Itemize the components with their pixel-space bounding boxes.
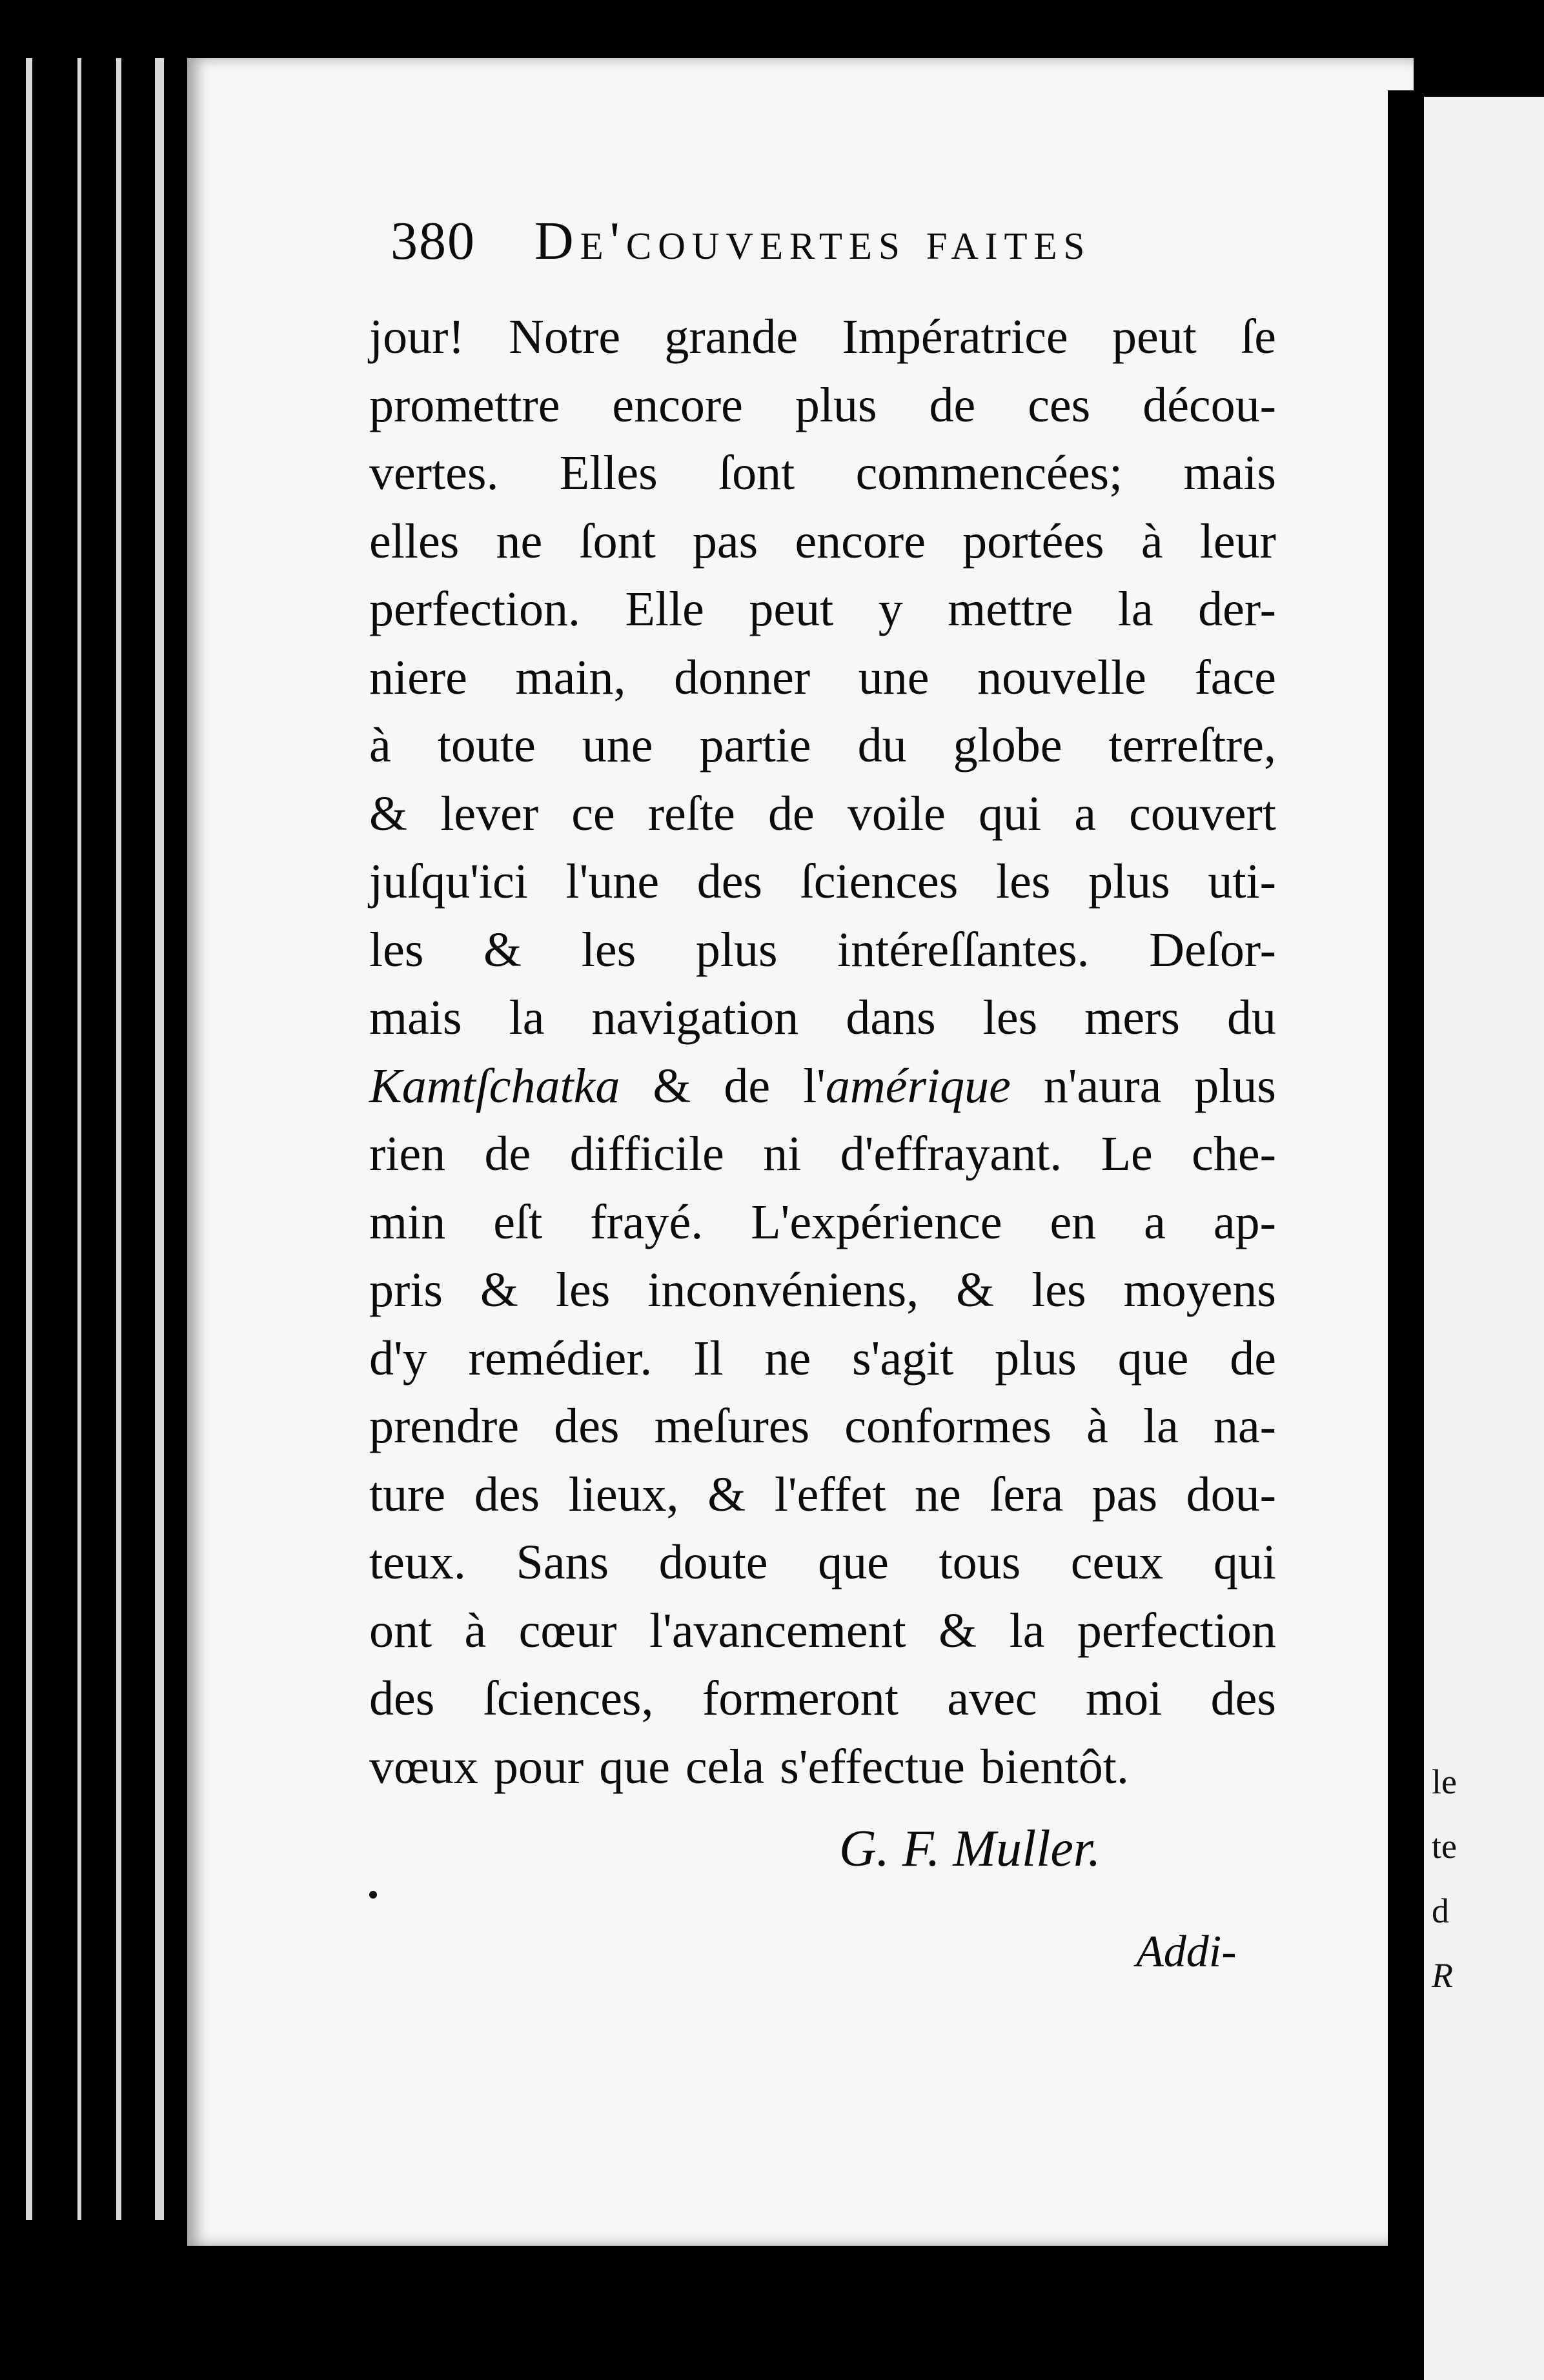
word: perfection. — [369, 582, 581, 636]
word: ſe — [1241, 310, 1276, 364]
word: & — [653, 1058, 691, 1113]
word: à — [464, 1603, 487, 1658]
word: frayé. — [590, 1195, 704, 1249]
word: Sans — [516, 1535, 609, 1589]
word: & — [707, 1467, 746, 1522]
text-line — [369, 984, 1276, 1053]
text-line — [369, 1120, 1276, 1189]
word: plus — [995, 1331, 1077, 1386]
page-layer — [77, 58, 81, 2220]
word: que — [1117, 1331, 1189, 1386]
word: qui — [978, 786, 1042, 841]
word: n'aura — [1043, 1058, 1162, 1113]
word: des — [554, 1399, 620, 1453]
word: ſera — [990, 1467, 1064, 1522]
word: navigation — [591, 991, 799, 1045]
page-number: 380 — [391, 211, 476, 271]
word: de — [768, 786, 815, 841]
text-line — [369, 916, 1276, 985]
text-line — [369, 576, 1276, 644]
word: que — [599, 1739, 670, 1794]
text-line — [369, 1597, 1276, 1666]
word: mais — [1183, 446, 1276, 500]
word: ſciences — [800, 854, 959, 909]
word: s'agit — [852, 1331, 954, 1386]
word: elles — [369, 514, 460, 569]
text-line — [369, 1189, 1276, 1257]
word: main, — [515, 650, 626, 705]
word: ne — [764, 1331, 811, 1386]
word: des — [1210, 1671, 1276, 1726]
word: grande — [664, 310, 798, 364]
word: Elle — [625, 582, 704, 636]
word: peut — [749, 582, 834, 636]
word: bientôt. — [980, 1739, 1129, 1794]
word: eſt — [493, 1195, 543, 1249]
word: avec — [947, 1671, 1037, 1726]
word: promettre — [369, 378, 560, 432]
signature: G. F. Muller. — [839, 1820, 1101, 1877]
word: formeront — [702, 1671, 899, 1726]
text-line — [369, 372, 1276, 440]
word: encore — [612, 378, 743, 432]
word: de — [1230, 1331, 1276, 1386]
word: Il — [693, 1331, 724, 1386]
page-header — [391, 210, 1091, 272]
word: doute — [658, 1535, 768, 1589]
text-line — [369, 1461, 1276, 1529]
word: & — [939, 1603, 977, 1658]
word: L'expérience — [751, 1195, 1002, 1249]
word: moyens — [1123, 1263, 1276, 1317]
word: reſte — [647, 786, 735, 841]
word: des — [696, 854, 762, 909]
word: décou- — [1143, 378, 1276, 432]
word: ceux — [1070, 1535, 1164, 1589]
text-line — [369, 303, 1276, 372]
word: min — [369, 1195, 446, 1249]
word: ces — [1028, 378, 1091, 432]
word: globe — [953, 718, 1062, 772]
text-line — [369, 1665, 1276, 1733]
word: mais — [369, 991, 462, 1045]
word: mettre — [948, 582, 1073, 636]
word: prendre — [369, 1399, 520, 1453]
word: encore — [795, 514, 926, 569]
word: la — [1143, 1399, 1179, 1453]
word: les — [369, 922, 424, 977]
word: l'effet — [774, 1467, 886, 1522]
word: Impératrice — [842, 310, 1068, 364]
word: vertes. — [369, 446, 499, 500]
word: & — [483, 922, 522, 977]
text-line — [369, 712, 1276, 780]
word: du — [857, 718, 907, 772]
word: voile — [847, 786, 946, 841]
word: donner — [674, 650, 811, 705]
word: niere — [369, 650, 467, 705]
word: plus — [1194, 1058, 1276, 1113]
word: la — [1117, 582, 1153, 636]
word: portées — [962, 514, 1104, 569]
word: cela — [685, 1739, 765, 1794]
word: intéreſſantes. — [837, 922, 1090, 977]
word: Le — [1101, 1127, 1153, 1181]
word: face — [1194, 650, 1276, 705]
book-gutter — [1388, 90, 1424, 2310]
running-title: De'couvertes faites — [534, 211, 1092, 271]
word: partie — [699, 718, 811, 772]
word: de — [484, 1127, 531, 1181]
word: l'une — [565, 854, 660, 909]
word: des — [474, 1467, 540, 1522]
word: plus — [795, 378, 877, 432]
word: remédier. — [468, 1331, 653, 1386]
text-line — [369, 1529, 1276, 1597]
word: à — [369, 718, 391, 772]
word: terreſtre, — [1108, 718, 1276, 772]
word: pour — [493, 1739, 584, 1794]
catchword: Addi- — [1136, 1927, 1237, 1977]
word: nouvelle — [977, 650, 1146, 705]
word: Deſor- — [1149, 922, 1276, 977]
text-line — [369, 780, 1276, 849]
next-page-fragment: d — [1432, 1891, 1449, 1930]
word: difficile — [569, 1127, 724, 1181]
word: la — [1009, 1603, 1045, 1658]
word: tous — [939, 1535, 1021, 1589]
word: commencées; — [855, 446, 1123, 500]
word: s'effectue — [780, 1739, 965, 1794]
word: rien — [369, 1127, 446, 1181]
word: lever — [440, 786, 539, 841]
word: d'effrayant. — [840, 1127, 1062, 1181]
word: der- — [1198, 582, 1276, 636]
text-line — [369, 1053, 1276, 1121]
word: que — [818, 1535, 889, 1589]
ink-speck — [369, 1891, 377, 1899]
word: les — [996, 854, 1051, 909]
word: en — [1050, 1195, 1097, 1249]
word: conformes — [844, 1399, 1052, 1453]
word: lieux, — [568, 1467, 679, 1522]
word: Elles — [559, 446, 658, 500]
text-line — [369, 848, 1276, 916]
word: du — [1226, 991, 1276, 1045]
word: ap- — [1213, 1195, 1276, 1249]
word: les — [555, 1263, 611, 1317]
word: che- — [1192, 1127, 1276, 1181]
word: plus — [695, 922, 778, 977]
word: de — [724, 1058, 771, 1113]
word: ſciences, — [483, 1671, 654, 1726]
text-line — [369, 508, 1276, 576]
page-layer — [26, 58, 32, 2220]
word: juſqu'ici — [369, 854, 528, 909]
word: ont — [369, 1603, 432, 1658]
word: & — [369, 786, 408, 841]
word: la — [509, 991, 545, 1045]
word: des — [369, 1671, 435, 1726]
word: leur — [1199, 514, 1276, 569]
text-line — [369, 1325, 1276, 1393]
word: les — [581, 922, 636, 977]
word: Notre — [509, 310, 621, 364]
word: qui — [1213, 1535, 1276, 1589]
word: cœur — [518, 1603, 617, 1658]
word: les — [982, 991, 1038, 1045]
body-text — [369, 303, 1276, 1801]
word: ni — [763, 1127, 802, 1181]
word: plus — [1088, 854, 1170, 909]
text-line — [369, 644, 1276, 712]
word: inconvéniens, — [647, 1263, 919, 1317]
word: na- — [1213, 1399, 1276, 1453]
word: dans — [846, 991, 936, 1045]
word: a — [1144, 1195, 1166, 1249]
word: l'amérique — [803, 1058, 1011, 1113]
word: toute — [437, 718, 536, 772]
word: l'avancement — [649, 1603, 906, 1658]
word: ce — [571, 786, 615, 841]
text-line — [369, 1256, 1276, 1325]
page-layer — [155, 58, 164, 2220]
word: à — [1141, 514, 1163, 569]
page-layer — [116, 58, 121, 2220]
word: ſont — [718, 446, 795, 500]
word: d'y — [369, 1331, 427, 1386]
word: couvert — [1129, 786, 1276, 841]
word: teux. — [369, 1535, 466, 1589]
word: uti- — [1208, 854, 1276, 909]
word: & — [480, 1263, 519, 1317]
word: jour! — [369, 310, 465, 364]
word: pris — [369, 1263, 443, 1317]
word: ne — [915, 1467, 961, 1522]
book-edge — [0, 0, 194, 2380]
next-page-fragment: R — [1432, 1956, 1453, 1995]
word: y — [878, 582, 903, 636]
word: les — [1031, 1263, 1086, 1317]
word: à — [1086, 1399, 1108, 1453]
word: a — [1074, 786, 1096, 841]
text-line — [369, 1393, 1276, 1461]
word: ne — [496, 514, 543, 569]
word: une — [582, 718, 653, 772]
word: de — [929, 378, 976, 432]
word: ſont — [579, 514, 656, 569]
text-line — [369, 439, 1276, 508]
next-page — [1424, 97, 1544, 2380]
word: une — [858, 650, 929, 705]
text-line — [369, 1733, 1276, 1802]
word: pas — [692, 514, 758, 569]
word: mers — [1084, 991, 1180, 1045]
word: & — [956, 1263, 995, 1317]
word: ture — [369, 1467, 446, 1522]
next-page-fragment: te — [1432, 1827, 1457, 1866]
word: meſures — [654, 1399, 810, 1453]
word: Kamtſchatka — [369, 1058, 620, 1113]
word: perfection — [1077, 1603, 1276, 1658]
next-page-fragment: le — [1432, 1762, 1457, 1801]
word: dou- — [1186, 1467, 1276, 1522]
word: vœux — [369, 1739, 478, 1794]
word: pas — [1092, 1467, 1158, 1522]
word: peut — [1112, 310, 1197, 364]
word: moi — [1085, 1671, 1163, 1726]
